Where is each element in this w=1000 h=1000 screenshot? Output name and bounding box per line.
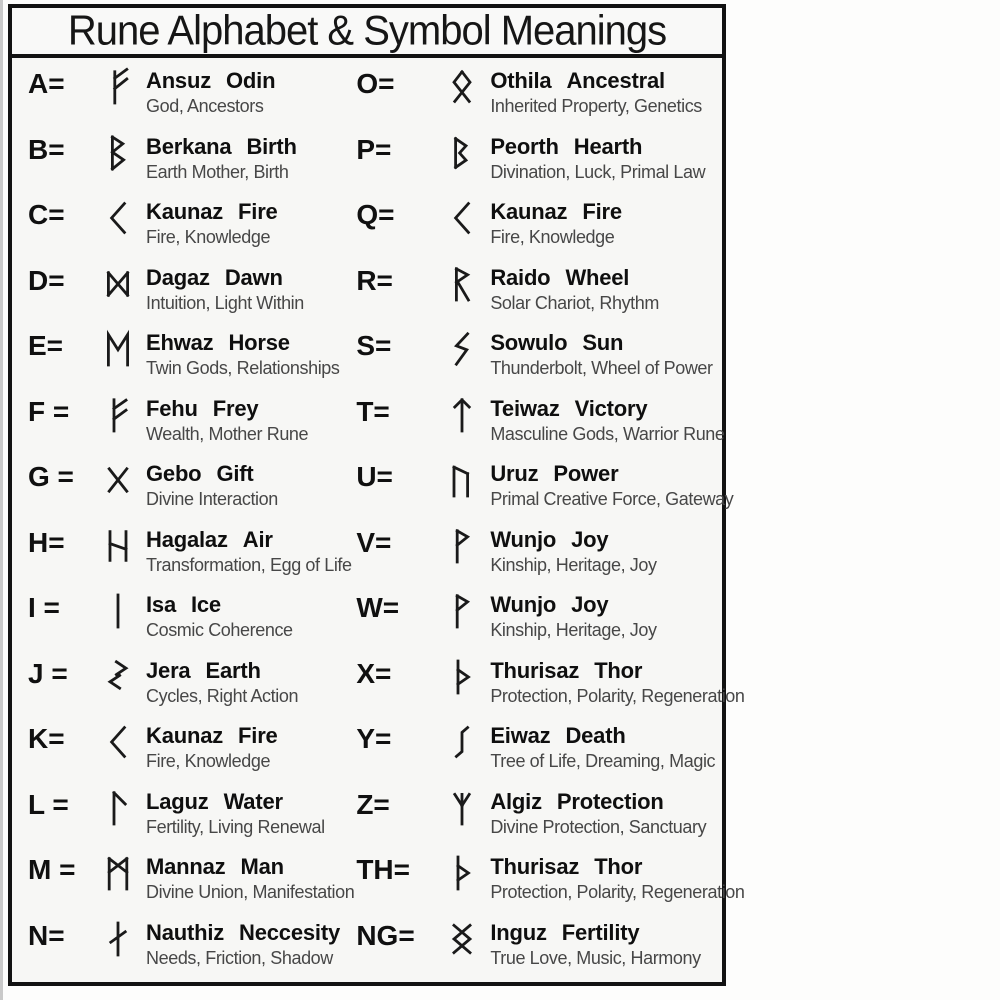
rune-chart-frame — [8, 4, 745, 986]
latin-letter-label: N= — [28, 919, 65, 951]
rune-name: Kaunaz — [490, 199, 568, 224]
rune-meaning: Twin Gods, Relationships — [146, 358, 340, 378]
rune-name: Uruz — [490, 461, 539, 486]
rune-name: Thurisaz — [490, 854, 580, 879]
rune-meaning: Tree of Life, Dreaming, Magic — [490, 751, 716, 771]
latin-letter-label: G = — [28, 461, 74, 492]
rune-name-line — [490, 330, 726, 356]
rune-name-line — [490, 199, 726, 225]
rune-keyword: Sun — [582, 330, 624, 355]
rune-name-line — [490, 854, 726, 880]
rune-meaning: Divine Protection, Sanctuary — [490, 816, 707, 837]
rune-name-line — [146, 461, 354, 487]
rune-name-line — [490, 723, 726, 749]
rune-name-line — [146, 658, 354, 684]
rune-name: Kaunaz — [146, 199, 224, 224]
latin-letter-label: C= — [28, 199, 65, 230]
latin-letter-label: E= — [28, 330, 64, 361]
rune-name-line — [146, 265, 354, 291]
latin-letter-label: S= — [356, 330, 392, 361]
inguz-rune-icon — [438, 916, 486, 964]
rune-name-line — [490, 68, 726, 94]
latin-letter-label: W= — [356, 592, 400, 623]
rune-meaning: Fire, Knowledge — [146, 751, 271, 771]
rune-keyword: Dawn — [224, 264, 283, 290]
rune-meaning: God, Ancestors — [146, 96, 264, 116]
rune-entry — [20, 723, 354, 789]
hagalaz-rune-icon — [94, 523, 142, 571]
rune-meaning: Divine Interaction — [146, 489, 278, 509]
chart-title-bar — [12, 8, 722, 58]
rune-meaning: Solar Chariot, Rhythm — [490, 292, 659, 313]
rune-name: Othila — [490, 68, 552, 93]
rune-meaning: Earth Mother, Birth — [146, 161, 289, 182]
rune-name: Thurisaz — [490, 657, 580, 683]
rune-name: Hagalaz — [146, 526, 228, 552]
rune-keyword: Hearth — [573, 133, 643, 159]
rune-meaning: Inherited Property, Genetics — [490, 96, 702, 116]
rune-meaning: Wealth, Mother Rune — [146, 423, 309, 444]
wunjo-rune-icon — [438, 523, 486, 571]
latin-letter-label: X= — [356, 657, 392, 689]
rune-meaning: Fire, Knowledge — [490, 227, 615, 247]
rune-name-line — [146, 330, 354, 356]
latin-letter-label: L = — [28, 788, 69, 820]
rune-keyword: Victory — [574, 395, 648, 421]
rune-entry — [20, 592, 354, 658]
rune-name: Inguz — [490, 919, 547, 945]
rune-entry — [20, 461, 354, 527]
rune-name-line — [146, 592, 354, 618]
rune-entry-text — [486, 789, 726, 838]
rune-keyword: Thor — [594, 657, 643, 683]
ehwaz-rune-icon — [94, 326, 142, 374]
rune-name: Eiwaz — [490, 723, 551, 748]
rune-entry — [354, 68, 726, 134]
rune-entry-text — [142, 396, 354, 445]
rune-keyword: Joy — [571, 526, 609, 552]
rune-entry — [20, 789, 354, 855]
latin-letter-label: T= — [356, 395, 390, 427]
rune-entry — [354, 592, 726, 658]
rune-entry-text — [142, 723, 354, 772]
rune-entry-text — [142, 199, 354, 248]
rune-name: Dagaz — [146, 264, 210, 290]
rune-keyword: Fertility — [561, 919, 640, 945]
fehu-rune-icon — [94, 392, 142, 440]
teiwaz-rune-icon — [438, 392, 486, 440]
rune-name-line — [146, 789, 354, 815]
rune-name-line — [490, 134, 726, 160]
rune-entry — [354, 265, 726, 331]
ansuz-rune-icon — [94, 64, 142, 112]
isa-rune-icon — [94, 588, 142, 636]
rune-entry — [20, 920, 354, 986]
rune-entry — [354, 789, 726, 855]
rune-entry-text — [486, 396, 726, 445]
gebo-rune-icon — [94, 457, 142, 505]
rune-entry — [20, 199, 354, 265]
rune-column-left — [20, 68, 354, 985]
rune-name-line — [490, 658, 726, 684]
rune-meaning: Needs, Friction, Shadow — [146, 947, 333, 968]
rune-name-line — [490, 396, 726, 422]
rune-entry-text — [486, 199, 726, 248]
othila-rune-icon — [438, 64, 486, 112]
rune-keyword: Man — [240, 854, 284, 879]
rune-keyword: Horse — [228, 330, 290, 355]
rune-entry — [354, 527, 726, 593]
rune-keyword: Thor — [594, 854, 643, 879]
latin-letter-label: P= — [356, 133, 392, 165]
rune-entry — [20, 68, 354, 134]
rune-entry-text — [486, 68, 726, 117]
rune-columns — [12, 58, 745, 985]
rune-entry-text — [142, 527, 354, 576]
rune-name-line — [146, 854, 354, 880]
latin-letter-label: V= — [356, 526, 392, 558]
rune-meaning: Intuition, Light Within — [146, 292, 304, 313]
latin-letter-label: TH= — [356, 854, 410, 885]
rune-meaning: Divination, Luck, Primal Law — [490, 161, 706, 182]
latin-letter-label: Y= — [356, 723, 392, 754]
rune-entry — [20, 396, 354, 462]
rune-entry-text — [142, 330, 354, 379]
rune-name-line — [146, 920, 354, 946]
rune-meaning: Transformation, Egg of Life — [146, 554, 352, 575]
latin-letter-label: NG= — [356, 919, 415, 951]
wunjo-rune-icon — [438, 588, 486, 636]
rune-entry-text — [486, 134, 726, 183]
rune-name-line — [146, 396, 354, 422]
rune-keyword: Power — [553, 461, 619, 486]
rune-name: Nauthiz — [146, 919, 225, 945]
rune-entry — [354, 723, 726, 789]
rune-entry-text — [142, 592, 354, 641]
rune-keyword: Fire — [582, 199, 622, 224]
rune-meaning: Cycles, Right Action — [146, 685, 299, 706]
rune-meaning: Kinship, Heritage, Joy — [490, 620, 657, 640]
rune-name-line — [490, 527, 726, 553]
rune-name-line — [146, 199, 354, 225]
uruz-rune-icon — [438, 457, 486, 505]
rune-entry-text — [486, 330, 726, 379]
rune-entry — [354, 920, 726, 986]
rune-name: Berkana — [146, 133, 232, 159]
page-title: Rune Alphabet & Symbol Meanings — [67, 8, 667, 54]
rune-name: Wunjo — [490, 526, 557, 552]
rune-column-right — [354, 68, 745, 985]
laguz-rune-icon — [94, 785, 142, 833]
rune-entry — [354, 461, 734, 527]
kaunaz-rune-icon — [94, 195, 142, 243]
rune-entry-text — [142, 134, 354, 183]
thurisaz-rune-icon — [438, 654, 486, 702]
latin-letter-label: J = — [28, 657, 68, 689]
rune-entry — [20, 658, 354, 724]
rune-entry-text — [486, 265, 726, 314]
rune-keyword: Ice — [190, 592, 221, 617]
rune-name-line — [490, 265, 726, 291]
rune-keyword: Odin — [226, 68, 276, 93]
rune-entry — [20, 854, 354, 920]
rune-name: Raido — [490, 264, 551, 290]
rune-meaning: Primal Creative Force, Gateway — [490, 489, 734, 509]
peorth-rune-icon — [438, 130, 486, 178]
rune-entry-text — [486, 592, 726, 641]
rune-meaning: Kinship, Heritage, Joy — [490, 554, 657, 575]
latin-letter-label: Z= — [356, 788, 390, 820]
rune-name-line — [146, 527, 354, 553]
latin-letter-label: K= — [28, 723, 65, 754]
rune-name-line — [146, 723, 354, 749]
algiz-rune-icon — [438, 785, 486, 833]
rune-name: Laguz — [146, 788, 209, 814]
latin-letter-label: B= — [28, 133, 65, 165]
rune-name: Jera — [146, 657, 191, 683]
berkana-rune-icon — [94, 130, 142, 178]
latin-letter-label: Q= — [356, 199, 395, 230]
rune-entry-text — [142, 920, 354, 969]
sowulo-rune-icon — [438, 326, 486, 374]
rune-meaning: Protection, Polarity, Regeneration — [490, 685, 745, 706]
rune-entry-text — [142, 68, 354, 117]
rune-meaning: Protection, Polarity, Regeneration — [490, 882, 745, 902]
latin-letter-label: M = — [28, 854, 76, 885]
rune-name: Ehwaz — [146, 330, 214, 355]
rune-keyword: Joy — [571, 592, 609, 617]
rune-name-line — [490, 592, 726, 618]
latin-letter-label: U= — [356, 461, 393, 492]
rune-entry — [354, 134, 726, 200]
rune-entry-text — [142, 265, 354, 314]
rune-entry — [20, 527, 354, 593]
rune-entry — [20, 134, 354, 200]
rune-meaning: Fire, Knowledge — [146, 227, 271, 247]
rune-entry-text — [486, 920, 726, 969]
rune-name: Ansuz — [146, 68, 212, 93]
rune-name: Isa — [146, 592, 176, 617]
nauthiz-rune-icon — [94, 916, 142, 964]
rune-keyword: Protection — [556, 788, 664, 814]
mannaz-rune-icon — [94, 850, 142, 898]
rune-name: Peorth — [490, 133, 559, 159]
rune-meaning: Thunderbolt, Wheel of Power — [490, 358, 713, 378]
rune-entry — [354, 854, 745, 920]
rune-keyword: Gift — [216, 461, 254, 486]
rune-name-line — [490, 920, 726, 946]
rune-meaning: Masculine Gods, Warrior Rune — [490, 423, 725, 444]
latin-letter-label: O= — [356, 68, 395, 99]
rune-entry-text — [142, 461, 354, 510]
rune-entry — [354, 199, 726, 265]
latin-letter-label: H= — [28, 526, 65, 558]
jera-rune-icon — [94, 654, 142, 702]
rune-name: Mannaz — [146, 854, 226, 879]
dagaz-rune-icon — [94, 261, 142, 309]
rune-entry — [20, 330, 354, 396]
rune-keyword: Ancestral — [566, 68, 665, 93]
rune-keyword: Fire — [238, 199, 278, 224]
rune-keyword: Frey — [212, 395, 259, 421]
rune-name: Fehu — [146, 395, 198, 421]
eiwaz-rune-icon — [438, 719, 486, 767]
rune-keyword: Earth — [205, 657, 261, 683]
rune-keyword: Neccesity — [239, 919, 340, 945]
latin-letter-label: D= — [28, 264, 65, 296]
rune-keyword: Air — [242, 526, 273, 552]
rune-keyword: Water — [223, 788, 283, 814]
rune-entry-text — [486, 854, 745, 903]
rune-entry-text — [486, 657, 745, 707]
rune-name: Wunjo — [490, 592, 557, 617]
rune-entry-text — [486, 527, 726, 576]
rune-name-line — [146, 68, 354, 94]
rune-meaning: True Love, Music, Harmony — [490, 947, 701, 968]
rune-entry-text — [486, 461, 734, 510]
rune-name-line — [146, 134, 354, 160]
rune-entry — [354, 330, 726, 396]
latin-letter-label: F = — [28, 395, 70, 427]
rune-name-line — [490, 789, 726, 815]
rune-keyword: Wheel — [565, 264, 630, 290]
kaunaz-rune-icon — [438, 195, 486, 243]
rune-keyword: Birth — [246, 133, 297, 159]
rune-name: Algiz — [490, 788, 542, 814]
rune-keyword: Fire — [238, 723, 278, 748]
latin-letter-label: I = — [28, 592, 60, 623]
rune-name: Teiwaz — [490, 395, 560, 421]
latin-letter-label: R= — [356, 264, 393, 296]
raido-rune-icon — [438, 261, 486, 309]
latin-letter-label: A= — [28, 68, 65, 99]
rune-entry-text — [142, 789, 354, 838]
rune-entry — [354, 657, 745, 724]
kaunaz-rune-icon — [94, 719, 142, 767]
rune-entry-text — [142, 854, 354, 903]
thurisaz-rune-icon — [438, 850, 486, 898]
rune-name: Gebo — [146, 461, 202, 486]
rune-name-line — [490, 461, 726, 487]
rune-entry-text — [142, 658, 354, 707]
rune-entry — [354, 396, 726, 462]
rune-meaning: Cosmic Coherence — [146, 620, 293, 640]
rune-entry-text — [486, 723, 726, 772]
rune-entry — [20, 265, 354, 331]
rune-name: Kaunaz — [146, 723, 224, 748]
rune-meaning: Divine Union, Manifestation — [146, 882, 355, 902]
rune-keyword: Death — [565, 723, 626, 748]
rune-name: Sowulo — [490, 330, 568, 355]
rune-meaning: Fertility, Living Renewal — [146, 816, 325, 837]
